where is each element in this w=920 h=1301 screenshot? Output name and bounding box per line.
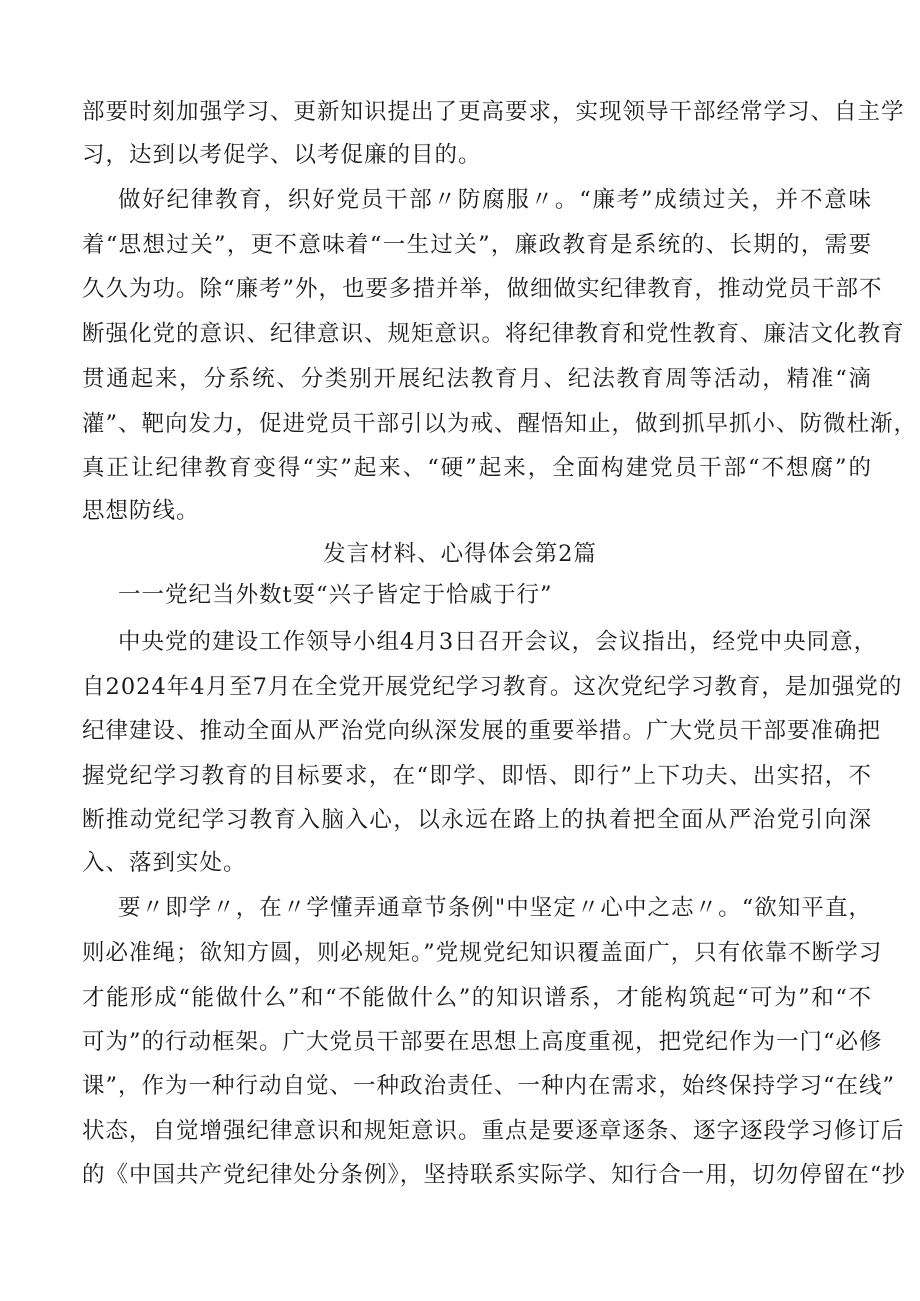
para3-line-4: 握党纪学习教育的目标要求，在“即学、即悟、即行”上下功夫、出实招，不	[82, 763, 872, 789]
para4-line-1: 要〃即学〃，在〃学懂弄通章节条例"中坚定〃心中之志〃。“欲知平直，	[118, 895, 872, 921]
para2-line-4: 断强化党的意识、纪律意识、规矩意识。将纪律教育和党性教育、廉洁文化教育	[82, 321, 905, 347]
para4-line-4: 可为”的行动框架。广大党员干部要在思想上高度重视，把党纪作为一门“必修	[82, 1029, 883, 1055]
para2-line-8: 思想防线。	[82, 498, 200, 524]
para4-line-3: 才能形成“能做什么”和“不能做什么”的知识谱系，才能构筑起“可为”和“不	[82, 985, 872, 1011]
para4-line-2: 则必准绳；欲知方圆，则必规矩。”党规党纪知识覆盖面广，只有依靠不断学习	[82, 940, 883, 966]
para1-line-2: 习，达到以考促学、以考促廉的目的。	[82, 142, 482, 168]
para3-line-5: 断推动党纪学习教育入脑入心，以永远在路上的执着把全面从严治党引向深	[82, 807, 872, 833]
para2-line-3: 久久为功。除“廉考”外，也要多措并举，做细做实纪律教育，推动党员干部不	[82, 276, 883, 302]
para3-line-3: 纪律建设、推动全面从严治党向纵深发展的重要举措。广大党员干部要准确把	[82, 718, 882, 744]
section-subheading: 一一党纪当外数t耍“兴子皆定于恰戚于行”	[118, 582, 553, 608]
para1-line-1: 部要时刻加强学习、更新知识提出了更高要求，实现领导干部经常学习、自主学	[82, 99, 905, 125]
para3-line-2: 自2024年4月至7月在全党开展党纪学习教育。这次党纪学习教育，是加强党的	[82, 674, 903, 700]
para4-line-7: 的《中国共产党纪律处分条例》，坚持联系实际学、知行合一用，切勿停留在“抄	[82, 1162, 906, 1188]
section-heading: 发言材料、心得体会第2篇	[323, 541, 597, 567]
para2-line-5: 贯通起来，分系统、分类别开展纪法教育月、纪法教育周等活动，精准“滴	[82, 366, 872, 392]
para3-line-1: 中央党的建设工作领导小组4月3日召开会议，会议指出，经党中央同意，	[118, 629, 878, 655]
para4-line-6: 状态，自觉增强纪律意识和规矩意识。重点是要逐章逐条、逐字逐段学习修订后	[82, 1118, 905, 1144]
para2-line-2: 着“思想过关”，更不意味着“一生过关”，廉政教育是系统的、长期的，需要	[82, 232, 872, 258]
para2-line-6: 灌”、靶向发力，促进党员干部引以为戒、醒悟知止，做到抓早抓小、防微杜渐，	[82, 411, 918, 437]
para3-line-6: 入、落到实处。	[82, 850, 247, 876]
para2-line-1: 做好纪律教育，织好党员干部〃防腐服〃。“廉考”成绩过关，并不意味	[118, 187, 872, 213]
para2-line-7: 真正让纪律教育变得“实”起来、“硬”起来，全面构建党员干部“不想腐”的	[82, 455, 872, 481]
para4-line-5: 课”，作为一种行动自觉、一种政治责任、一种内在需求，始终保持学习“在线”	[82, 1073, 896, 1099]
